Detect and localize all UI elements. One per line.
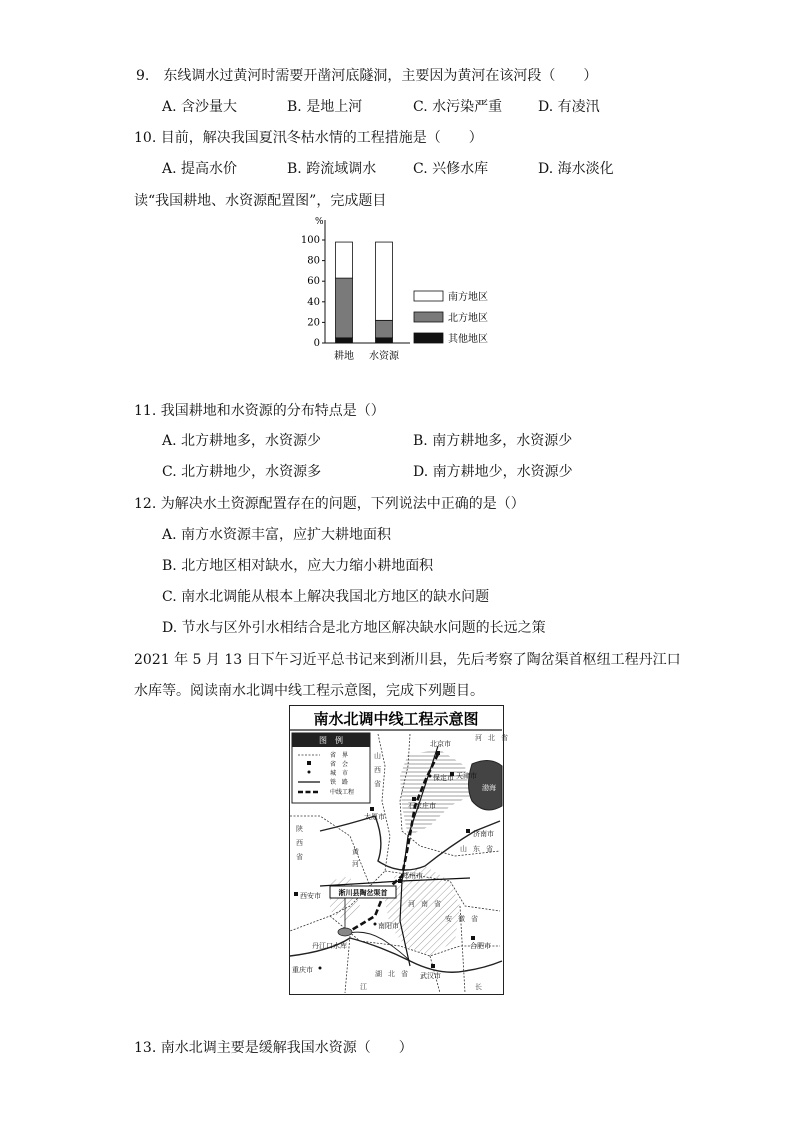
q10-option-a: A. 提高水价	[162, 161, 238, 177]
chart-y-tick-label: 20	[307, 317, 320, 329]
bohai-label: 渤海	[482, 784, 496, 792]
chart-bar-segment	[336, 338, 353, 343]
chart-legend-label: 北方地区	[448, 313, 488, 324]
river-char-2: 河	[352, 860, 359, 868]
chart-x-label: 水资源	[369, 351, 399, 362]
province-label: 河北省	[475, 734, 514, 742]
city-taiyuan: 太原市	[364, 813, 385, 821]
province-label: 山西省	[374, 752, 381, 788]
legend-middle-route: 中线工程	[330, 789, 355, 796]
chart-legend-swatch	[414, 291, 443, 301]
province-label: 湖北省	[375, 970, 414, 978]
q9-option-d: D. 有凌汛	[538, 99, 600, 115]
chart-intro: 读“我国耕地、水资源配置图”，完成题目	[134, 193, 387, 209]
q12-option-b: B. 北方地区相对缺水，应大力缩小耕地面积	[162, 558, 434, 574]
callout-taocha: 淅川县陶岔渠首	[338, 888, 388, 897]
q10-option-b: B. 跨流域调水	[287, 161, 377, 177]
q12-option-a: A. 南方水资源丰富，应扩大耕地面积	[162, 527, 392, 543]
province-label: 陕西省	[296, 825, 303, 861]
q13-stem: 13. 南水北调主要是缓解我国水资源（ ）	[134, 1040, 413, 1056]
city-jinan: 济南市	[473, 830, 494, 838]
river-char-1: 黄	[352, 848, 359, 856]
chart-y-tick-label: 0	[313, 338, 320, 349]
q9-option-c: C. 水污染严重	[413, 99, 503, 115]
chart-legend-swatch	[414, 312, 443, 322]
land-water-chart	[300, 212, 510, 372]
province-label: 河南省	[408, 900, 447, 908]
city-hefei: 合肥市	[470, 942, 491, 950]
river-char-4: 长	[475, 983, 482, 991]
city-nanyang: 南阳市	[378, 922, 399, 930]
map-legend-title: 图 例	[319, 736, 343, 745]
province-label: 山东省	[460, 845, 499, 853]
q10-option-d: D. 海水淡化	[538, 161, 614, 177]
city-xian: 西安市	[300, 892, 321, 900]
chart-legend-label: 其他地区	[448, 334, 488, 345]
chart-bar-segment	[376, 338, 393, 343]
q12-stem: 12. 为解决水土资源配置存在的问题，下列说法中正确的是（）	[134, 496, 525, 512]
city-wuhan: 武汉市	[420, 972, 441, 980]
label-danjiangkou: 丹江口水库	[312, 942, 347, 950]
legend-boundary: 省 界	[330, 752, 349, 759]
chart-bar-segment	[336, 242, 353, 278]
q10-stem: 10. 目前，解决我国夏汛冬枯水情的工程措施是（ ）	[134, 130, 483, 146]
q11-option-a: A. 北方耕地多，水资源少	[162, 433, 322, 449]
chart-legend-swatch	[414, 333, 443, 343]
q11-option-c: C. 北方耕地少，水资源多	[162, 464, 322, 480]
chart-bar-segment	[376, 242, 393, 320]
south-north-water-map	[289, 705, 514, 995]
q12-option-d: D. 节水与区外引水相结合是北方地区解决缺水问题的长远之策	[162, 620, 546, 636]
chart-x-label: 耕地	[334, 351, 354, 362]
city-zhengzhou: 郑州市	[402, 872, 423, 880]
q11-option-b: B. 南方耕地多，水资源少	[413, 433, 573, 449]
chart-y-tick-label: 60	[307, 276, 320, 288]
q12-option-c: C. 南水北调能从根本上解决我国北方地区的缺水问题	[162, 589, 490, 605]
q11-option-d: D. 南方耕地少，水资源少	[413, 464, 573, 480]
city-baoding: 保定市	[433, 774, 454, 782]
legend-city: 城 市	[330, 770, 349, 777]
chart-bar-segment	[336, 278, 353, 338]
city-shijiazhuang: 石家庄市	[408, 802, 436, 810]
city-chongqing: 重庆市	[292, 966, 313, 974]
river-char-3: 江	[360, 983, 367, 991]
legend-capital: 省 会	[330, 761, 349, 768]
q10-option-c: C. 兴修水库	[413, 161, 489, 177]
chart-legend-label: 南方地区	[448, 292, 488, 303]
legend-railway: 铁 路	[330, 779, 349, 786]
map-intro-line-1: 2021 年 5 月 13 日下午习近平总书记来到淅川县，先后考察了陶岔渠首枢纽工程丹江口	[134, 652, 681, 668]
province-label: 安徽省	[445, 915, 484, 923]
q9-option-b: B. 是地上河	[287, 99, 363, 115]
map-intro-line-2: 水库等。阅读南水北调中线工程示意图，完成下列题目。	[134, 683, 484, 699]
map-title: 南水北调中线工程示意图	[313, 710, 479, 728]
chart-y-tick-label: 100	[300, 235, 320, 246]
q11-stem: 11. 我国耕地和水资源的分布特点是（）	[134, 403, 385, 419]
q9-option-a: A. 含沙量大	[162, 99, 238, 115]
chart-bar-segment	[376, 320, 393, 338]
chart-y-tick-label: 80	[307, 255, 320, 267]
chart-y-unit: %	[315, 217, 324, 227]
q9-stem: 9. 东线调水过黄河时需要开凿河底隧洞，主要因为黄河在该河段（ ）	[136, 68, 598, 84]
city-beijing: 北京市	[430, 740, 451, 748]
chart-y-tick-label: 40	[307, 296, 320, 308]
city-tianjin: 天津市	[456, 772, 477, 780]
